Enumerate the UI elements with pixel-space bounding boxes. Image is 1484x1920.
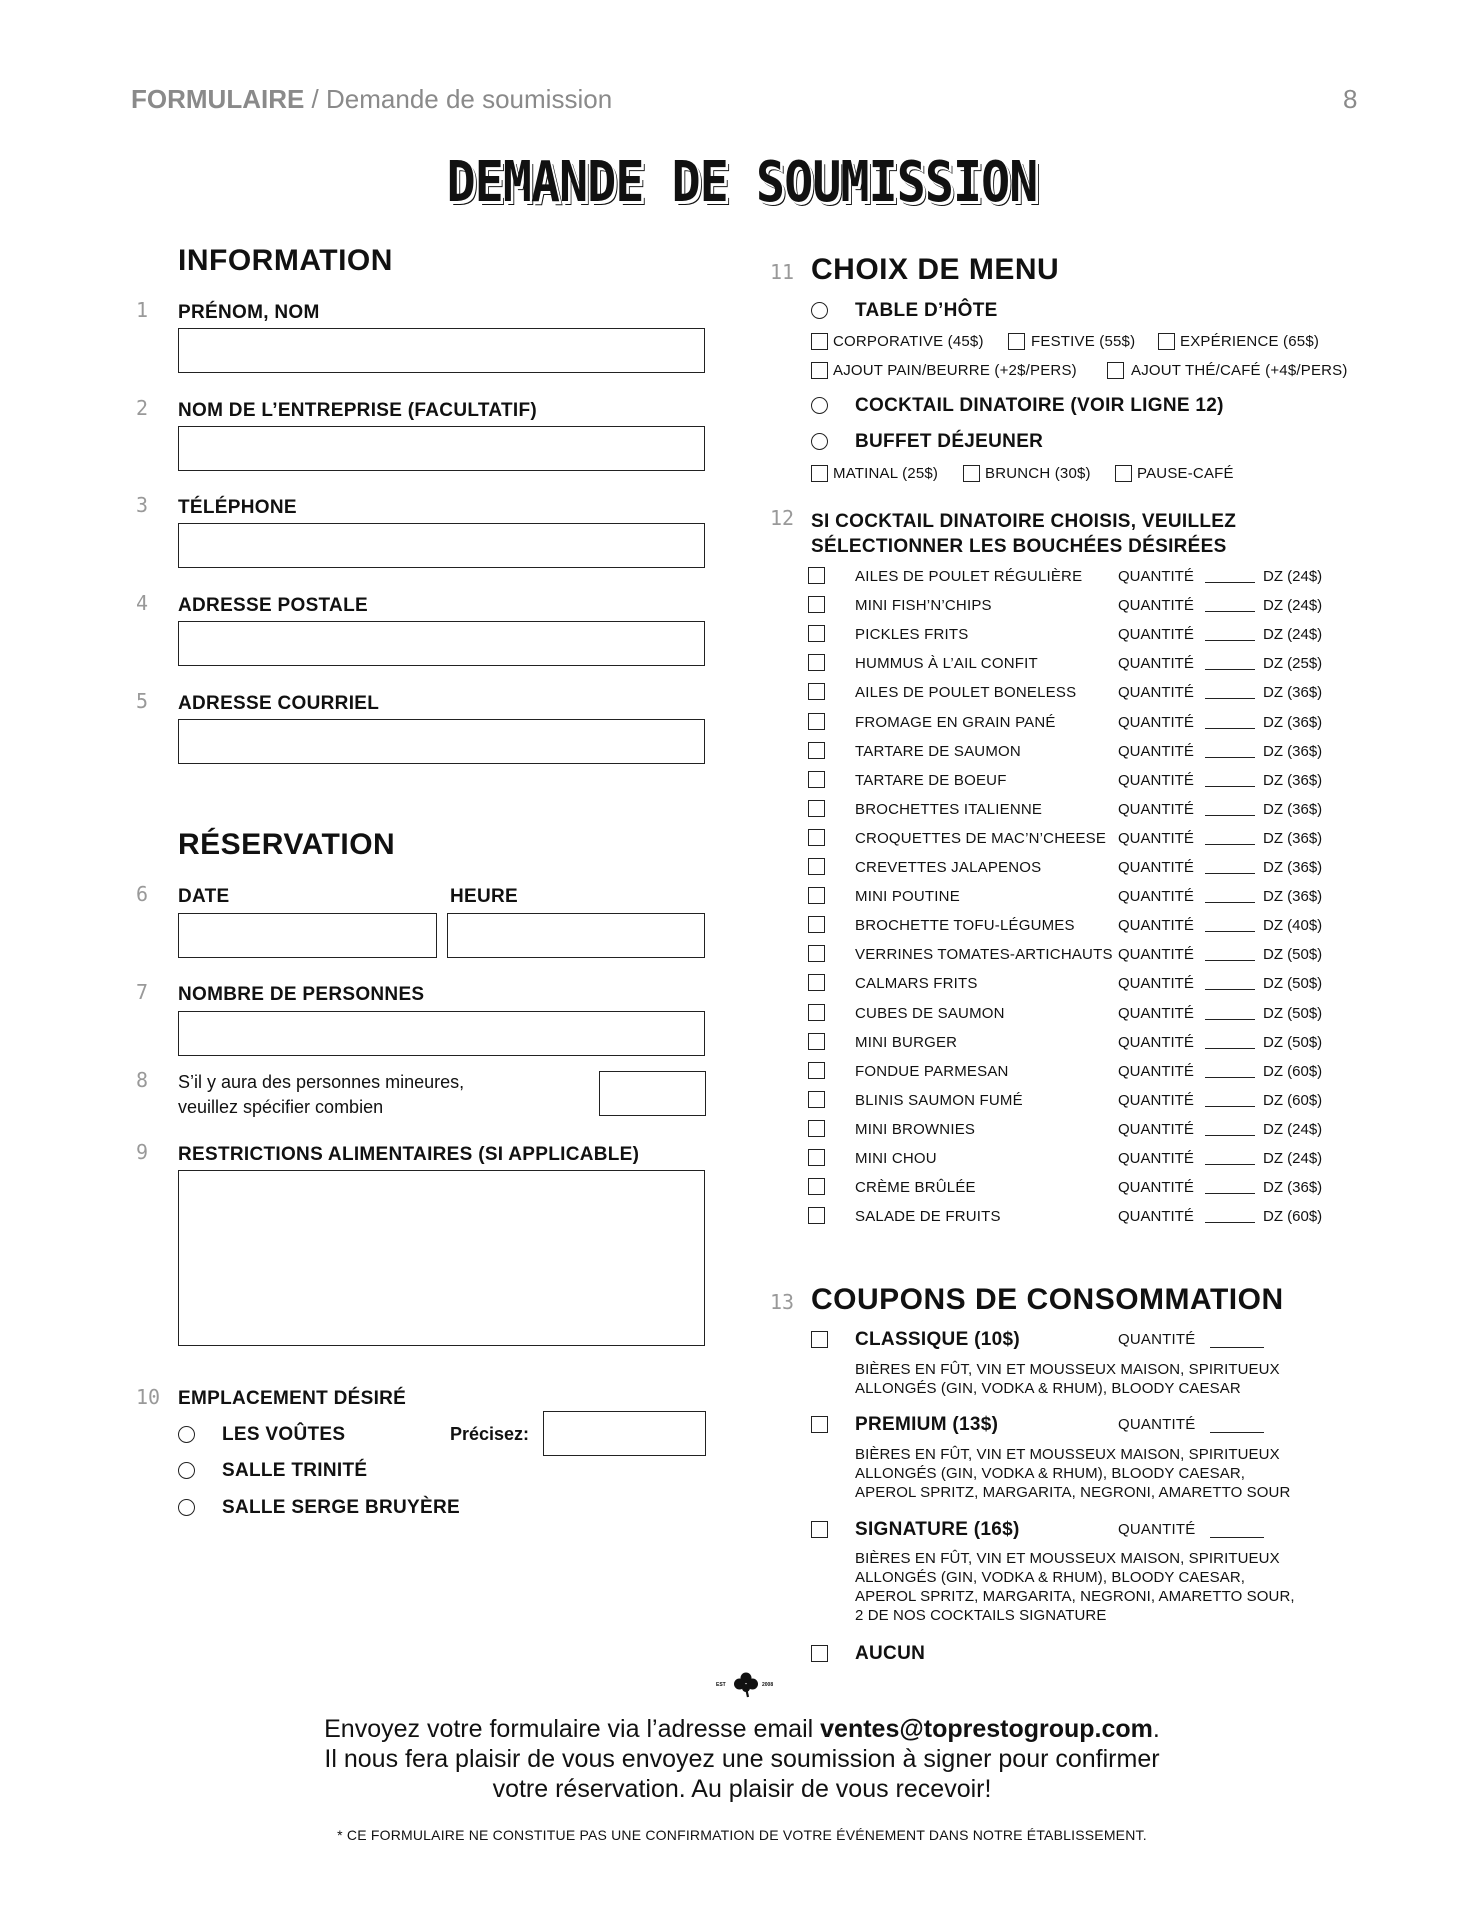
bouchees-heading (811, 509, 1236, 559)
quantity-line[interactable] (1205, 1019, 1255, 1020)
restrictions-textarea[interactable] (178, 1170, 705, 1346)
bouchee-checkbox[interactable] (808, 683, 825, 700)
bouchee-price: DZ (36$) (1263, 800, 1323, 818)
desc-line: APEROL SPRITZ, MARGARITA, NEGRONI, AMARETTO SOUR, (855, 1588, 1295, 1605)
bouchee-name: CROQUETTES DE MAC’N’CHEESE (855, 829, 1107, 847)
bouchee-price: DZ (36$) (1263, 771, 1323, 789)
footer-email-link[interactable]: ventes@toprestogroup.com (820, 1715, 1153, 1743)
quantity-line[interactable] (1205, 1048, 1255, 1049)
quantity-line[interactable] (1205, 844, 1255, 845)
bouchee-name: FONDUE PARMESAN (855, 1062, 1009, 1080)
bouchee-row (808, 800, 1328, 829)
bouchee-price: DZ (50$) (1263, 1033, 1323, 1051)
bouchee-price: DZ (36$) (1263, 888, 1323, 906)
bouchee-row (808, 596, 1328, 625)
option-the-cafe: AJOUT THÉ/CAFÉ (+4$/PERS) (1131, 362, 1348, 379)
bouchee-name: FROMAGE EN GRAIN PANÉ (855, 713, 1056, 731)
bouchee-checkbox[interactable] (808, 742, 825, 759)
bouchee-name: VERRINES TOMATES-ARTICHAUTS (855, 946, 1113, 964)
quantity-line[interactable] (1210, 1432, 1264, 1433)
reservation-heading: RÉSERVATION (178, 828, 396, 861)
location-label: EMPLACEMENT DÉSIRÉ (178, 1388, 407, 1409)
option-pause-cafe: PAUSE-CAFÉ (1137, 465, 1234, 482)
option-salle-trinite: SALLE TRINITÉ (222, 1460, 368, 1481)
bouchee-checkbox[interactable] (808, 945, 825, 962)
bouchee-checkbox[interactable] (808, 1149, 825, 1166)
bouchee-name: CREVETTES JALAPENOS (855, 859, 1042, 876)
restrictions-label: RESTRICTIONS ALIMENTAIRES (SI APPLICABLE) (178, 1144, 640, 1165)
shamrock-icon (732, 1672, 760, 1698)
checkbox-classique[interactable] (811, 1331, 828, 1348)
quantity-line[interactable] (1205, 902, 1255, 903)
minors-label (178, 1070, 464, 1120)
footer-line-1 (0, 1714, 1484, 1744)
quantity-label: QUANTITÉ (1118, 1004, 1194, 1022)
quantity-line[interactable] (1205, 786, 1255, 787)
field-number: 4 (136, 591, 149, 615)
bouchee-price: DZ (50$) (1263, 946, 1323, 964)
desc-line: ALLONGÉS (GIN, VODKA & RHUM), BLOODY CAESAR (855, 1380, 1241, 1397)
quantity-line[interactable] (1205, 815, 1255, 816)
minors-label-line: veuillez spécifier combien (178, 1097, 384, 1117)
bouchee-name: MINI FISH’N’CHIPS (855, 597, 992, 615)
bouchee-price: DZ (60$) (1263, 1091, 1323, 1109)
quantity-line[interactable] (1205, 669, 1255, 670)
radio-table-hote[interactable] (811, 302, 828, 319)
quantity-label: QUANTITÉ (1118, 1521, 1196, 1538)
time-label: HEURE (450, 886, 519, 907)
option-pain-beurre: AJOUT PAIN/BEURRE (+2$/PERS) (833, 362, 1077, 379)
bouchee-name: CALMARS FRITS (855, 975, 978, 993)
field-number: 11 (770, 260, 795, 284)
bouchee-name: MINI POUTINE (855, 888, 960, 906)
quantity-line[interactable] (1210, 1347, 1264, 1348)
phone-label: TÉLÉPHONE (178, 497, 297, 518)
bouchee-checkbox[interactable] (808, 1178, 825, 1195)
quantity-line[interactable] (1205, 728, 1255, 729)
option-cocktail: COCKTAIL DINATOIRE (VOIR LIGNE 12) (855, 395, 1224, 416)
coupon-premium-desc (855, 1445, 1290, 1502)
checkbox-matinal[interactable] (811, 465, 828, 482)
bouchee-checkbox[interactable] (808, 1033, 825, 1050)
bouchee-name: BLINIS SAUMON FUMÉ (855, 1091, 1023, 1109)
quantity-label: QUANTITÉ (1118, 713, 1194, 731)
bouchees-heading-line: SÉLECTIONNER LES BOUCHÉES DÉSIRÉES (811, 536, 1227, 557)
field-number: 9 (136, 1140, 149, 1164)
bouchee-name: TARTARE DE SAUMON (855, 742, 1021, 760)
footer-text: . (1152, 1715, 1160, 1743)
company-input[interactable] (178, 426, 705, 471)
quantity-label: QUANTITÉ (1118, 1150, 1194, 1167)
desc-line: ALLONGÉS (GIN, VODKA & RHUM), BLOODY CAESAR, (855, 1465, 1246, 1482)
coupon-classique-desc (855, 1360, 1280, 1398)
guests-label: NOMBRE DE PERSONNES (178, 984, 425, 1005)
checkbox-experience[interactable] (1158, 333, 1175, 350)
coupons-heading: COUPONS DE CONSOMMATION (811, 1283, 1284, 1316)
bouchee-checkbox[interactable] (808, 1091, 825, 1108)
bouchee-checkbox[interactable] (808, 654, 825, 671)
quantity-line[interactable] (1205, 1135, 1255, 1136)
option-buffet: BUFFET DÉJEUNER (855, 431, 1044, 452)
quantity-label: QUANTITÉ (1118, 1091, 1194, 1109)
header-separator: / (304, 84, 326, 114)
bouchee-checkbox[interactable] (808, 858, 825, 875)
bouchee-checkbox[interactable] (808, 1120, 825, 1137)
bouchee-price: DZ (25$) (1263, 655, 1323, 673)
bouchee-row (808, 771, 1328, 800)
quantity-line[interactable] (1205, 1106, 1255, 1107)
bouchee-row (808, 567, 1328, 596)
checkbox-festive[interactable] (1008, 333, 1025, 350)
specify-input[interactable] (543, 1411, 706, 1456)
field-number: 6 (136, 882, 149, 906)
field-number: 2 (136, 396, 149, 420)
field-number: 1 (136, 298, 149, 322)
quantity-line[interactable] (1205, 960, 1255, 961)
name-input[interactable] (178, 328, 705, 373)
bouchee-name: MINI CHOU (855, 1150, 937, 1167)
bouchee-checkbox[interactable] (808, 800, 825, 817)
bouchee-row (808, 1004, 1328, 1033)
bouchee-name: HUMMUS À L’AIL CONFIT (855, 655, 1038, 673)
quantity-label: QUANTITÉ (1118, 917, 1194, 935)
email-input[interactable] (178, 719, 705, 764)
bouchee-row (808, 829, 1328, 858)
bouchee-row (808, 742, 1328, 771)
bouchee-price: DZ (36$) (1263, 742, 1323, 760)
quantity-label: QUANTITÉ (1118, 975, 1194, 993)
quantity-line[interactable] (1205, 611, 1255, 612)
quantity-label: QUANTITÉ (1118, 888, 1194, 906)
bouchee-name: AILES DE POULET BONELESS (855, 684, 1077, 702)
coupon-aucun: AUCUN (855, 1643, 926, 1664)
option-experience: EXPÉRIENCE (65$) (1180, 333, 1320, 350)
bouchee-price: DZ (50$) (1263, 975, 1323, 993)
checkbox-the-cafe[interactable] (1107, 362, 1124, 379)
bouchee-checkbox[interactable] (808, 625, 825, 642)
bouchee-name: BROCHETTES ITALIENNE (855, 800, 1043, 818)
footer-message (0, 1714, 1484, 1804)
bouchee-row (808, 1091, 1328, 1120)
bouchee-row (808, 1207, 1328, 1236)
bouchee-price: DZ (24$) (1263, 568, 1323, 585)
checkbox-brunch[interactable] (963, 465, 980, 482)
bouchee-name: TARTARE DE BOEUF (855, 771, 1007, 789)
address-input[interactable] (178, 621, 705, 666)
bouchee-checkbox[interactable] (808, 974, 825, 991)
date-input[interactable] (178, 913, 437, 958)
quantity-label: QUANTITÉ (1118, 1331, 1196, 1348)
bouchee-price: DZ (36$) (1263, 859, 1323, 876)
quantity-line[interactable] (1205, 1077, 1255, 1078)
quantity-line[interactable] (1205, 1164, 1255, 1165)
bouchee-price: DZ (24$) (1263, 626, 1323, 644)
bouchee-row (808, 1149, 1328, 1178)
quantity-line[interactable] (1205, 640, 1255, 641)
checkbox-premium[interactable] (811, 1416, 828, 1433)
bouchee-row (808, 1033, 1328, 1062)
bouchee-checkbox[interactable] (808, 771, 825, 788)
bouchee-row (808, 887, 1328, 916)
checkbox-aucun[interactable] (811, 1645, 828, 1662)
bouchee-price: DZ (40$) (1263, 917, 1323, 935)
desc-line: ALLONGÉS (GIN, VODKA & RHUM), BLOODY CAESAR, (855, 1569, 1246, 1586)
bouchee-row (808, 683, 1328, 712)
bouchee-price: DZ (24$) (1263, 597, 1323, 615)
bouchee-row (808, 945, 1328, 974)
bouchee-name: MINI BROWNIES (855, 1120, 976, 1138)
quantity-line[interactable] (1210, 1537, 1264, 1538)
quantity-label: QUANTITÉ (1118, 1062, 1194, 1080)
information-heading: INFORMATION (178, 244, 393, 277)
option-matinal: MATINAL (25$) (833, 465, 939, 482)
bouchee-price: DZ (36$) (1263, 713, 1323, 731)
field-number: 10 (136, 1385, 161, 1409)
coupon-premium: PREMIUM (13$) (855, 1414, 999, 1435)
bouchee-row (808, 654, 1328, 683)
quantity-label: QUANTITÉ (1118, 626, 1194, 644)
quantity-line[interactable] (1205, 1193, 1255, 1194)
bouchee-price: DZ (36$) (1263, 829, 1323, 847)
bouchee-row (808, 1178, 1328, 1207)
footer-text: Envoyez votre formulaire via l’adresse email (324, 1715, 821, 1743)
checkbox-signature[interactable] (811, 1521, 828, 1538)
company-label: NOM DE L’ENTREPRISE (FACULTATIF) (178, 400, 537, 421)
bouchee-row (808, 625, 1328, 654)
option-les-voutes: LES VOÛTES (222, 1424, 346, 1445)
bouchee-name: MINI BURGER (855, 1033, 958, 1051)
minors-label-line: S’il y aura des personnes mineures, (178, 1072, 465, 1092)
desc-line: BIÈRES EN FÛT, VIN ET MOUSSEUX MAISON, SPIRITUEUX (855, 1446, 1280, 1463)
bouchee-name: CRÈME BRÛLÉE (855, 1179, 976, 1197)
quantity-label: QUANTITÉ (1118, 771, 1194, 789)
quantity-line[interactable] (1205, 698, 1255, 699)
header-section: FORMULAIRE (131, 84, 305, 114)
address-label: ADRESSE POSTALE (178, 595, 368, 616)
phone-input[interactable] (178, 523, 705, 568)
bouchee-checkbox[interactable] (808, 567, 825, 584)
date-label: DATE (178, 886, 230, 907)
desc-line: BIÈRES EN FÛT, VIN ET MOUSSEUX MAISON, SPIRITUEUX (855, 1550, 1280, 1567)
guests-input[interactable] (178, 1011, 705, 1056)
desc-line: APEROL SPRITZ, MARGARITA, NEGRONI, AMARETTO SOUR (855, 1484, 1291, 1501)
radio-les-voutes[interactable] (178, 1426, 195, 1443)
coupon-signature-desc (855, 1549, 1295, 1625)
field-number: 7 (136, 980, 149, 1004)
bouchee-checkbox[interactable] (808, 829, 825, 846)
desc-line: BIÈRES EN FÛT, VIN ET MOUSSEUX MAISON, SPIRITUEUX (855, 1361, 1280, 1378)
page-title: DEMANDE DE SOUMISSION (446, 150, 1038, 215)
bouchee-price: DZ (36$) (1263, 684, 1323, 702)
bouchee-name: CUBES DE SAUMON (855, 1004, 1005, 1022)
field-number: 3 (136, 493, 149, 517)
bouchee-checkbox[interactable] (808, 1207, 825, 1224)
quantity-label: QUANTITÉ (1118, 1179, 1194, 1197)
bouchee-price: DZ (50$) (1263, 1004, 1323, 1022)
coupon-classique: CLASSIQUE (10$) (855, 1329, 1020, 1350)
bouchee-name: BROCHETTE TOFU-LÉGUMES (855, 917, 1075, 935)
quantity-label: QUANTITÉ (1118, 655, 1194, 673)
bouchee-name: AILES DE POULET RÉGULIÈRE (855, 568, 1083, 585)
desc-line: 2 DE NOS COCKTAILS SIGNATURE (855, 1607, 1107, 1624)
bouchee-name: PICKLES FRITS (855, 626, 969, 644)
bouchee-row (808, 858, 1328, 887)
bouchee-checkbox[interactable] (808, 713, 825, 730)
option-brunch: BRUNCH (30$) (985, 465, 1091, 482)
header-subtitle: Demande de soumission (326, 84, 613, 114)
quantity-label: QUANTITÉ (1118, 568, 1194, 585)
quantity-line[interactable] (1205, 1222, 1255, 1223)
quantity-label: QUANTITÉ (1118, 1416, 1196, 1433)
bouchee-price: DZ (24$) (1263, 1120, 1323, 1138)
bouchee-price: DZ (60$) (1263, 1062, 1323, 1080)
option-festive: FESTIVE (55$) (1031, 333, 1136, 350)
checkbox-pain-beurre[interactable] (811, 362, 828, 379)
bouchees-heading-line: SI COCKTAIL DINATOIRE CHOISIS, VEUILLEZ (811, 511, 1237, 532)
footer-disclaimer: * CE FORMULAIRE NE CONSTITUE PAS UNE CONFIRMATION DE VOTRE ÉVÉNEMENT DANS NOTRE ÉTABLISSEMENT. (337, 1827, 1147, 1843)
quantity-label: QUANTITÉ (1118, 800, 1194, 818)
quantity-label: QUANTITÉ (1118, 829, 1194, 847)
radio-buffet[interactable] (811, 433, 828, 450)
option-salle-serge-bruyere: SALLE SERGE BRUYÈRE (222, 1497, 460, 1518)
quantity-label: QUANTITÉ (1118, 742, 1194, 760)
quantity-label: QUANTITÉ (1118, 859, 1194, 876)
bouchee-checkbox[interactable] (808, 887, 825, 904)
checkbox-pause-cafe[interactable] (1115, 465, 1132, 482)
bouchee-checkbox[interactable] (808, 1004, 825, 1021)
field-number: 5 (136, 689, 149, 713)
name-label: PRÉNOM, NOM (178, 302, 320, 323)
radio-cocktail[interactable] (811, 397, 828, 414)
quantity-line[interactable] (1205, 931, 1255, 932)
coupon-signature: SIGNATURE (16$) (855, 1519, 1020, 1540)
brand-logo (716, 1672, 776, 1698)
logo-est: EST (716, 1682, 726, 1688)
quantity-line[interactable] (1205, 873, 1255, 874)
quantity-line[interactable] (1205, 582, 1255, 583)
field-number: 12 (770, 506, 795, 530)
field-number: 8 (136, 1068, 149, 1092)
footer-line-2: Il nous fera plaisir de vous envoyez une soumission à signer pour confirmer (324, 1745, 1160, 1773)
bouchee-price: DZ (24$) (1263, 1150, 1323, 1167)
minors-input[interactable] (599, 1071, 706, 1116)
checkbox-corporative[interactable] (811, 333, 828, 350)
quantity-label: QUANTITÉ (1118, 946, 1194, 964)
bouchee-price: DZ (60$) (1263, 1208, 1323, 1226)
bouchee-checkbox[interactable] (808, 1062, 825, 1079)
radio-salle-trinite[interactable] (178, 1462, 195, 1479)
page-number: 8 (1343, 84, 1358, 114)
quantity-label: QUANTITÉ (1118, 684, 1194, 702)
footer-line-3: votre réservation. Au plaisir de vous recevoir! (492, 1775, 992, 1803)
email-label: ADRESSE COURRIEL (178, 693, 380, 714)
quantity-line[interactable] (1205, 989, 1255, 990)
option-table-hote: TABLE D’HÔTE (855, 300, 998, 321)
option-corporative: CORPORATIVE (45$) (833, 333, 984, 350)
bouchee-row (808, 713, 1328, 742)
quantity-line[interactable] (1205, 757, 1255, 758)
logo-year: 2008 (762, 1682, 774, 1688)
radio-salle-serge-bruyere[interactable] (178, 1499, 195, 1516)
bouchee-row (808, 1062, 1328, 1091)
bouchee-row (808, 974, 1328, 1003)
bouchee-name: SALADE DE FRUITS (855, 1208, 1001, 1226)
quantity-label: QUANTITÉ (1118, 597, 1194, 615)
specify-label: Précisez: (450, 1424, 530, 1444)
bouchee-row (808, 916, 1328, 945)
bouchee-checkbox[interactable] (808, 916, 825, 933)
bouchee-row (808, 1120, 1328, 1149)
page-header (131, 84, 612, 115)
menu-heading: CHOIX DE MENU (811, 253, 1060, 286)
bouchee-checkbox[interactable] (808, 596, 825, 613)
quantity-label: QUANTITÉ (1118, 1120, 1194, 1138)
time-input[interactable] (447, 913, 705, 958)
quantity-label: QUANTITÉ (1118, 1033, 1194, 1051)
field-number: 13 (770, 1290, 795, 1314)
quantity-label: QUANTITÉ (1118, 1208, 1194, 1226)
bouchee-price: DZ (36$) (1263, 1179, 1323, 1197)
